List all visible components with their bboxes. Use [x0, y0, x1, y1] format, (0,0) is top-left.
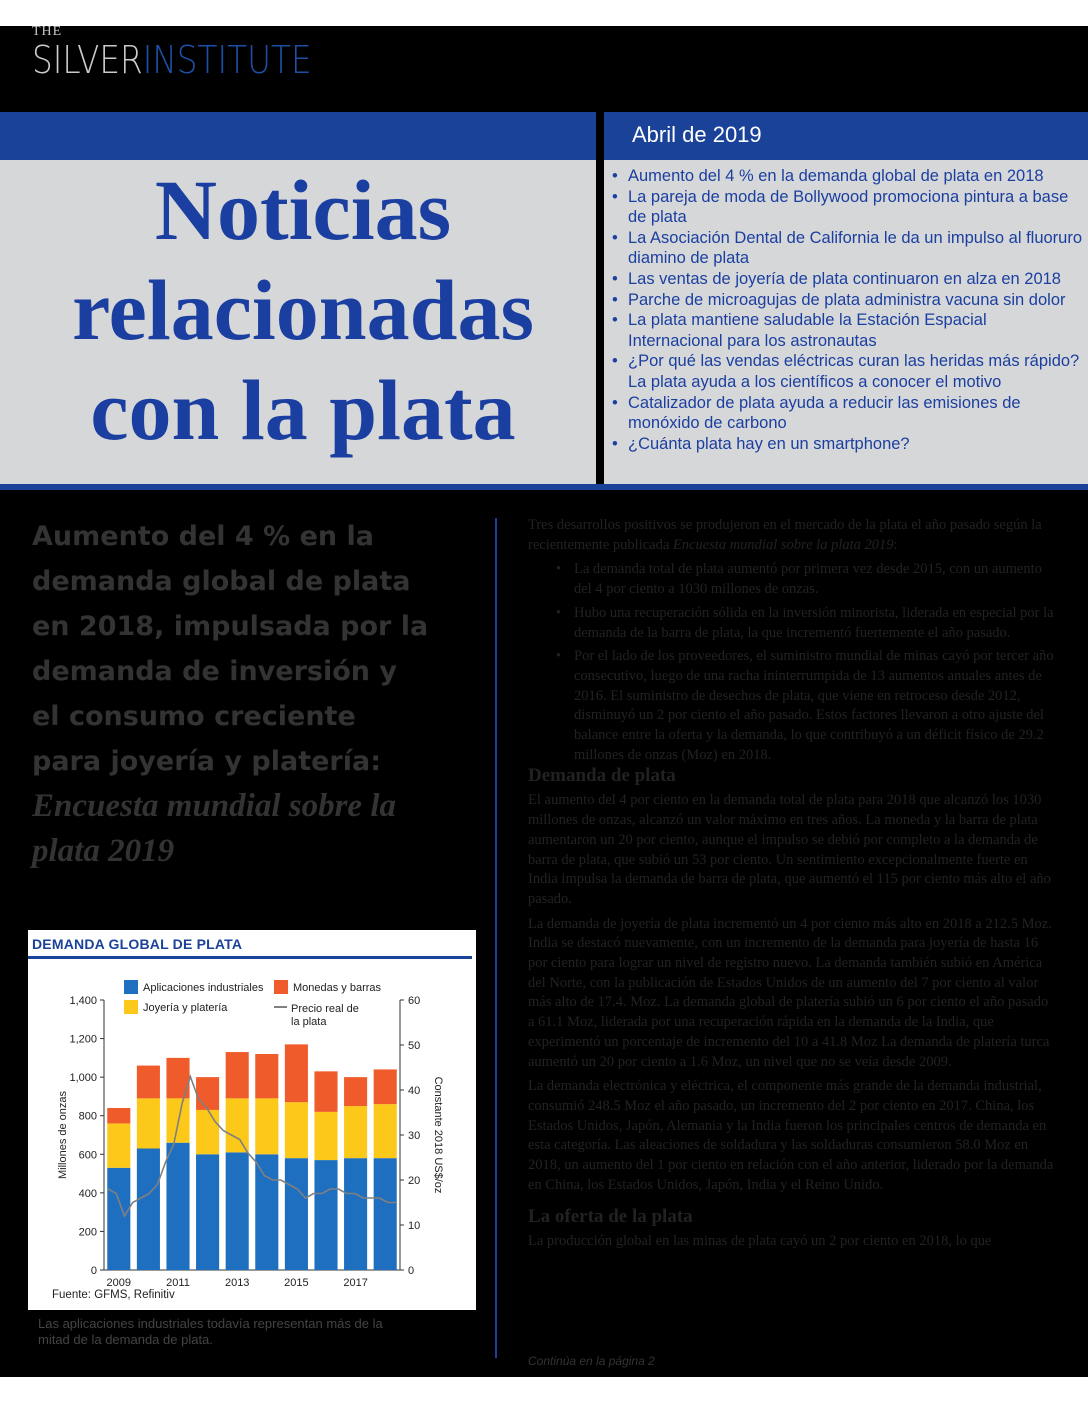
chart-source: Fuente: GFMS, Refinitiv	[52, 1289, 175, 1301]
chart-title: DEMANDA GLOBAL DE PLATA	[32, 936, 243, 952]
lead-text: Aumento del 4 % en la demanda global de plata en 2018, impulsada por la demanda de inversión y el consumo creciente para joyería y platería:	[32, 521, 429, 777]
y2-tick-label: 50	[408, 1040, 421, 1052]
bar-aplicaciones-industriales	[344, 1158, 367, 1270]
bar-monedas-y-barras	[344, 1077, 367, 1106]
bar-joyería-y-platería	[226, 1098, 249, 1152]
bar-joyería-y-platería	[344, 1106, 367, 1158]
bar-joyería-y-platería	[137, 1098, 160, 1148]
legend-swatch	[124, 980, 138, 994]
x-tick-label: 2009	[106, 1277, 132, 1289]
bar-monedas-y-barras	[314, 1071, 337, 1112]
legend-label: Joyería y platería	[143, 1002, 228, 1014]
toc-item[interactable]: • La plata mantiene saludable la Estación Espacial Internacional para los astronautas	[612, 310, 1084, 351]
page-title: Noticias relacionadas con la plata	[72, 162, 534, 458]
bar-joyería-y-platería	[314, 1112, 337, 1160]
toc-item[interactable]: • Las ventas de joyería de plata continuaron en alza en 2018	[612, 269, 1084, 290]
legend-label: Precio real de	[291, 1003, 359, 1015]
bar-joyería-y-platería	[285, 1102, 308, 1158]
x-tick-label: 2013	[224, 1277, 250, 1289]
toc-item[interactable]: • Aumento del 4 % en la demanda global de plata en 2018	[612, 166, 1084, 187]
bar-aplicaciones-industriales	[285, 1158, 308, 1270]
legend-label: la plata	[291, 1016, 327, 1028]
chart-plot	[28, 930, 476, 1310]
section-heading-demand: Demanda de plata	[528, 765, 676, 787]
y-axis-title: Millones de onzas	[57, 1090, 69, 1180]
bar-monedas-y-barras	[107, 1108, 130, 1123]
y2-tick-label: 40	[408, 1085, 421, 1097]
toc-item[interactable]: • La pareja de moda de Bollywood promociona pintura a base de plata	[612, 187, 1084, 228]
y2-tick-label: 60	[408, 995, 421, 1007]
chart-caption: Las aplicaciones industriales todavía representan más de la mitad de la demanda de plata.	[38, 1316, 383, 1347]
continued-note[interactable]: Continúa en la página 2	[528, 1354, 655, 1368]
column-divider	[495, 518, 497, 1358]
bar-aplicaciones-industriales	[196, 1154, 219, 1270]
legend-swatch	[124, 1000, 138, 1014]
toc-item[interactable]: • ¿Cuánta plata hay en un smartphone?	[612, 434, 1084, 455]
toc-item[interactable]: • Catalizador de plata ayuda a reducir las emisiones de monóxido de carbono	[612, 393, 1084, 434]
x-tick-label: 2011	[166, 1277, 190, 1289]
toc-item[interactable]: • La Asociación Dental de California le da un impulso al fluoruro diamino de plata	[612, 228, 1084, 269]
bar-monedas-y-barras	[196, 1077, 219, 1110]
bar-joyería-y-platería	[374, 1104, 397, 1158]
bar-aplicaciones-industriales	[107, 1168, 130, 1270]
y-tick-label: 1,400	[69, 995, 97, 1007]
bar-aplicaciones-industriales	[374, 1158, 397, 1270]
lead-headline	[32, 514, 432, 874]
article-paragraph: El aumento del 4 por ciento en la demanda total de plata para 2018 que alcanzó los 1030 millones de onzas, alcanzó un valor máximo en tres años. La moneda y la barra de plata aumentaron un 20 por ciento, aunque el impulso se debió por completo a la demanda de barra de plata, que subió un 53 por ciento. Un sentimiento excepcionalmente fuerte en India impulsa la demanda de barra de plata, que aumentó el 115 por ciento más alto el año pasado.	[528, 792, 1051, 907]
demand-chart	[28, 930, 476, 1310]
article-paragraph: La demanda de joyería de plata incrementó un 4 por ciento más alto en 2018 a 212.5 Moz. India se destacó nuevamente, con un incremento de la demanda para joyería de hasta 16 por ciento para lograr un nivel de registro nuevo. La demanda también subió en América del Norte, con la publicación de Estados Unidos de un aumento del 7 por ciento al valor más alto de 17.4. Moz. La demanda global de platería subió un 6 por ciento el año pasado a 61.1 Moz, liderada por una recuperación rápida en la demanda de la India, que experimentó un porcentaje de incremento del 10 a 41.8 Moz La demanda de platería turca aumentó un 20 por ciento a 1.6 Moz, un nivel que no se veía desde 2009.	[528, 915, 1052, 1070]
x-tick-label: 2017	[343, 1277, 368, 1289]
y-tick-label: 800	[78, 1110, 97, 1123]
y-tick-label: 200	[78, 1226, 97, 1239]
article-paragraph: La demanda electrónica y eléctrica, el componente más grande de la demanda industrial, consumió 248.5 Moz el año pasado, un incremento del 2 por ciento en 2017. China, los Estados Unidos, Japón, Alemania y la India fueron los principales centros de demanda en esta categoría. Las aleaciones de soldadura y las soldaduras consumieron 58.0 Moz en 2018, un aumento del 1 por ciento en relación con el año anterior, liderado por la demanda en China, los Estados Unidos, Japón, India y el Reino Unido.	[528, 1078, 1054, 1193]
y-tick-label: 1,200	[69, 1033, 97, 1046]
article-body	[528, 516, 1056, 1256]
toc-item[interactable]: • ¿Por qué las vendas eléctricas curan las heridas más rápido? La plata ayuda a los científicos a conocer el motivo	[612, 351, 1084, 392]
y2-axis-title: Constante 2018 US$/oz	[432, 1076, 444, 1194]
section-heading-supply: La oferta de la plata	[528, 1205, 693, 1227]
bar-joyería-y-platería	[107, 1123, 130, 1167]
table-of-contents	[612, 166, 1084, 454]
lead-source: Encuesta mundial sobre la plata 2019	[32, 788, 396, 869]
bar-aplicaciones-industriales	[166, 1143, 189, 1270]
legend-swatch	[274, 980, 288, 994]
bar-monedas-y-barras	[285, 1044, 308, 1102]
x-tick-label: 2015	[284, 1277, 309, 1289]
logo-wordmark: SILVERINSTITUTE	[32, 38, 312, 82]
article-bullet: • La demanda total de plata aumentó por primera vez desde 2015, con un aumento del 4 por ciento a 1030 millones de onzas.	[574, 560, 1056, 599]
y2-tick-label: 30	[408, 1130, 421, 1142]
bar-monedas-y-barras	[255, 1054, 278, 1098]
legend-label: Aplicaciones industriales	[143, 982, 264, 994]
y2-tick-label: 20	[408, 1175, 421, 1187]
bar-aplicaciones-industriales	[314, 1160, 337, 1270]
article-bullets	[528, 560, 1056, 765]
article-bullet: • Por el lado de los proveedores, el suministro mundial de minas cayó por tercer año consecutivo, luego de una racha ininterrumpida de 13 aumentos anuales antes de 2016. El suministro de desechos de plata, que viene en retroceso desde 2012, disminuyó un 2 por ciento el año pasado. Estos factores llevaron a otro ajuste del balance entre la oferta y la demanda, lo que contribuyó a un déficit físico de 29.2 millones de onzas (Moz) en 2018.	[574, 647, 1056, 765]
header-divider	[0, 484, 1088, 490]
article-intro: Tres desarrollos positivos se produjeron en el mercado de la plata el año pasado según la recientemente publicada Encuesta mundial sobre la plata 2019:	[528, 517, 1042, 553]
bar-aplicaciones-industriales	[255, 1154, 278, 1270]
y-tick-label: 400	[78, 1187, 97, 1200]
issue-date: Abril de 2019	[632, 122, 762, 147]
y2-tick-label: 10	[408, 1220, 421, 1232]
bar-monedas-y-barras	[137, 1066, 160, 1099]
y-tick-label: 1,000	[69, 1072, 97, 1085]
article-paragraph: La producción global en las minas de plata cayó un 2 por ciento en 2018, lo que	[528, 1232, 992, 1249]
bar-joyería-y-platería	[255, 1098, 278, 1154]
logo-the: THE	[32, 24, 63, 39]
bar-aplicaciones-industriales	[137, 1149, 160, 1271]
toc-item[interactable]: • Parche de microagujas de plata administra vacuna sin dolor	[612, 290, 1084, 311]
y-tick-label: 600	[78, 1149, 97, 1162]
legend-label: Monedas y barras	[293, 982, 382, 994]
header-band-left	[0, 112, 596, 160]
bar-aplicaciones-industriales	[226, 1152, 249, 1270]
bar-joyería-y-platería	[196, 1110, 219, 1154]
article-bullet: • Hubo una recuperación sólida en la inversión minorista, liderada en especial por la demanda de la barra de plata, la que incrementó fuertemente el año pasado.	[574, 604, 1056, 643]
y-tick-label: 0	[90, 1265, 97, 1277]
bar-monedas-y-barras	[374, 1069, 397, 1104]
bar-monedas-y-barras	[226, 1052, 249, 1098]
newsletter-page	[0, 26, 1088, 1377]
y2-tick-label: 0	[408, 1265, 415, 1277]
